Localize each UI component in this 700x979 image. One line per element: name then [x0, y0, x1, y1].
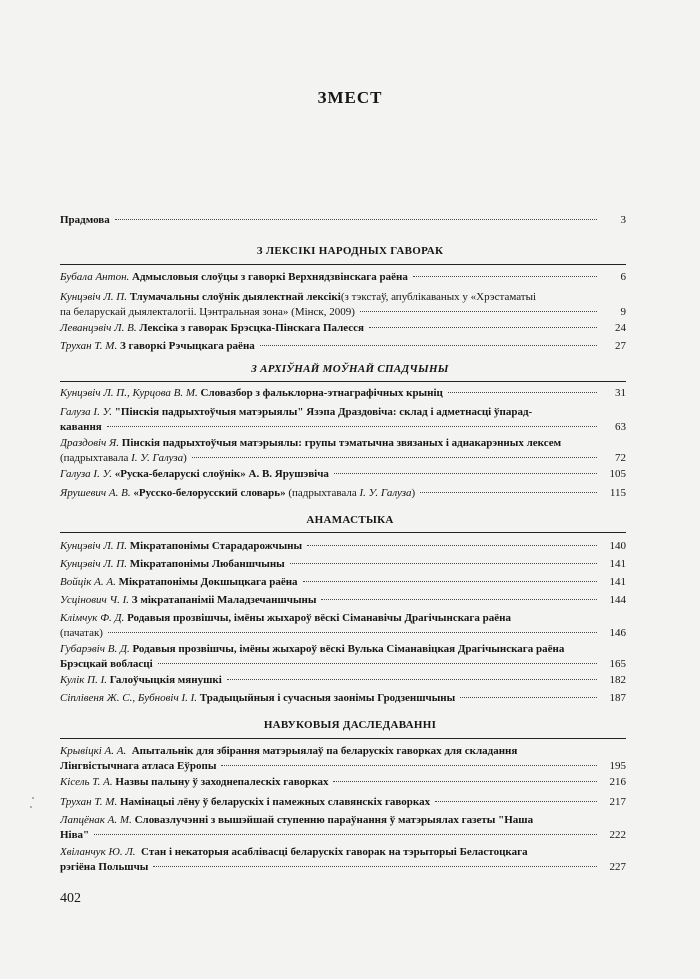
entry-title-cont: кавання	[60, 420, 102, 433]
entry-author: Губарэвіч В. Д.	[60, 643, 130, 655]
entry-page: 216	[609, 776, 626, 788]
leader-dots	[221, 765, 597, 766]
toc-entry	[60, 436, 626, 465]
toc-entry	[60, 339, 626, 354]
page-number: 402	[60, 891, 81, 906]
entry-page: 9	[620, 305, 626, 318]
entry-title: Апытальнік для збірання матэрыялаў па беларускіх гаворках для складання	[131, 745, 518, 757]
entry-title-cont: Ніва"	[60, 828, 90, 841]
entry-page: 141	[609, 558, 626, 570]
entry-page: 63	[615, 420, 626, 433]
entry-page: 227	[609, 860, 626, 873]
entry-author: Леванцэвіч Л. В.	[60, 322, 137, 334]
entry-page: 31	[615, 387, 626, 399]
section-heading-archive: З АРХІЎНАЙ МОЎНАЙ СПАДЧЫНЫ	[251, 363, 449, 375]
entry-note: (пачатак)	[60, 626, 103, 639]
entry-title: З мікратапаніміі Маладзечаншчыны	[131, 594, 317, 606]
entry-author: Кунцэвіч Л. П.	[60, 540, 127, 552]
leader-dots	[333, 781, 597, 782]
entry-note-close: )	[411, 487, 416, 499]
entry-title: Мікратапонімы Любаншчыны	[129, 558, 285, 570]
entry-title: З гаворкі Рэчыцкага раёна	[119, 340, 255, 352]
entry-author: Кунцэвіч Л. П.	[60, 558, 127, 570]
entry-title: Стан і некаторыя асаблівасці беларускіх гаворак на тэрыторыі Беластоцкага	[141, 846, 528, 858]
entry-title-cont: рэгіёна Польшчы	[60, 860, 149, 873]
leader-dots	[360, 311, 597, 312]
leader-dots	[260, 345, 597, 346]
leader-dots	[290, 563, 597, 564]
toc-entry	[60, 386, 626, 401]
entry-author: Трухан Т. М.	[60, 796, 118, 808]
entry-author: Хвіланчук Ю. Л.	[60, 846, 136, 858]
entry-page: 222	[609, 828, 626, 841]
leader-dots	[303, 581, 597, 582]
entry-note: (з тэкстаў, апублікаваных у «Хрэстаматыі	[340, 291, 537, 303]
entry-page: 182	[609, 674, 626, 686]
entry-author: Кулік П. І.	[60, 674, 108, 686]
entry-title: Назвы палыну ў заходнепалескіх гаворках	[115, 776, 329, 788]
entry-author: Клімчук Ф. Д.	[60, 612, 125, 624]
entry-title: Прадмова	[60, 214, 110, 226]
leader-dots	[94, 834, 597, 835]
leader-dots	[334, 473, 597, 474]
entry-page: 195	[609, 759, 626, 772]
entry-title: Адмысловыя слоўцы з гаворкі Верхнядзвінскага раёна	[132, 271, 408, 283]
leader-dots	[227, 679, 597, 680]
leader-dots	[435, 801, 597, 802]
entry-page: 115	[609, 487, 626, 499]
entry-title: Тлумачальны слоўнік дыялектнай лексікі	[129, 291, 341, 303]
entry-page: 141	[609, 576, 626, 588]
entry-title: Мікратапонімы Докшыцкага раёна	[118, 576, 298, 588]
leader-dots	[413, 276, 597, 277]
entry-author: Трухан Т. М.	[60, 340, 118, 352]
toc-entry-preface	[60, 213, 626, 228]
entry-author: Ярушевич А. В.	[60, 487, 131, 499]
entry-author: Усцінович Ч. І.	[60, 594, 130, 606]
entry-page: 6	[620, 271, 626, 283]
section-rule	[60, 264, 626, 265]
toc-entry	[60, 813, 626, 842]
toc-entry	[60, 593, 626, 608]
toc-entry	[60, 270, 626, 285]
toc-entry	[60, 539, 626, 554]
entry-note: па беларускай дыялекталогіі. Цэнтральная зона» (Мінск, 2009)	[60, 305, 355, 318]
leader-dots	[369, 327, 597, 328]
entry-title: Мікратапонімы Старадарожчыны	[129, 540, 303, 552]
entry-author: Лапцёнак А. М.	[60, 814, 132, 826]
entry-author: Сіплівеня Ж. С., Бубновіч І. І.	[60, 692, 198, 704]
section-heading-research: НАВУКОВЫЯ ДАСЛЕДАВАННІ	[263, 719, 437, 731]
toc-entry	[60, 575, 626, 590]
entry-page: 24	[615, 322, 626, 334]
entry-title: «Русско-белорусский словарь»	[133, 487, 286, 499]
entry-title-cont: Лінгвістычнага атласа Еўропы	[60, 759, 217, 772]
scan-speck	[30, 806, 32, 808]
toc-entry	[60, 642, 626, 671]
toc-entry	[60, 744, 626, 773]
toc-entry	[60, 486, 626, 501]
entry-page: 146	[609, 626, 626, 639]
entry-page: 187	[609, 692, 626, 704]
toc-entry	[60, 775, 626, 790]
toc-entry	[60, 691, 626, 706]
entry-author: Крывіцкі А. А.	[60, 745, 127, 757]
entry-title: «Руска-беларускі слоўнік» А. В. Ярушэвіча	[114, 468, 329, 480]
toc-entry	[60, 405, 626, 434]
leader-dots	[307, 545, 597, 546]
entry-page: 72	[615, 451, 626, 464]
entry-page: 165	[609, 657, 626, 670]
scan-speck	[32, 797, 34, 799]
toc-entry	[60, 845, 626, 874]
leader-dots	[460, 697, 597, 698]
toc-entry	[60, 557, 626, 572]
entry-author: Галуза І. У.	[60, 468, 113, 480]
toc-entry	[60, 611, 626, 640]
leader-dots	[108, 632, 597, 633]
toc-entry	[60, 673, 626, 688]
entry-note-close: )	[183, 451, 187, 464]
section-rule	[60, 738, 626, 739]
section-rule	[60, 381, 626, 382]
entry-editor: І. У. Галуза	[131, 451, 184, 464]
entry-title: Пінскія падрыхтоўчыя матэрыялы: групы тэматычна звязаных і аднакарэнных лексем	[121, 437, 562, 449]
entry-editor: І. У. Галуза	[359, 487, 412, 499]
entry-author: Кісель Т. А.	[60, 776, 113, 788]
entry-title: Словазбор з фальклорна-этнаграфічных крыніц	[200, 387, 443, 399]
entry-author: Кунцэвіч Л. П.	[60, 291, 127, 303]
section-rule	[60, 532, 626, 533]
entry-title: Родавыя прозвішчы, імёны жыхароў вёскі Вулька Сіманавіцкая Драгічынскага раёна	[132, 643, 565, 655]
leader-dots	[153, 866, 597, 867]
entry-author: Войцік А. А.	[60, 576, 116, 588]
entry-page: 27	[615, 340, 626, 352]
entry-author: Бубала Антон.	[60, 271, 130, 283]
section-heading-lexis: З ЛЕКСІКІ НАРОДНЫХ ГАВОРАК	[256, 245, 444, 257]
leader-dots	[420, 492, 597, 493]
entry-title: Словазлучэнні з вышэйшай ступенню параўнання ў матэрыялах газеты "Наша	[134, 814, 534, 826]
entry-page: 217	[609, 796, 626, 808]
entry-title-cont: Брэсцкай вобласці	[60, 657, 153, 670]
entry-title: "Пінскія падрыхтоўчыя матэрыялы" Язэпа Драздовіча: склад і адметнасці ўпарад-	[114, 406, 533, 418]
entry-author: Галуза І. У.	[60, 406, 113, 418]
leader-dots	[192, 457, 597, 458]
section-heading-onomastics: АНАМАСТЫКА	[306, 514, 394, 526]
entry-note: (падрыхтавала	[60, 451, 132, 464]
entry-page: 3	[620, 214, 626, 226]
toc-entry	[60, 467, 626, 482]
entry-title: Традыцыйныя і сучасныя заонімы Гродзеншчыны	[199, 692, 456, 704]
entry-note: (падрыхтавала	[285, 487, 360, 499]
leader-dots	[448, 392, 597, 393]
toc-entry	[60, 290, 626, 319]
toc-entry	[60, 321, 626, 336]
entry-title: Намінацыі лёну ў беларускіх і памежных славянскіх гаворках	[119, 796, 431, 808]
leader-dots	[115, 219, 597, 220]
entry-author: Драздовіч Я.	[60, 437, 120, 449]
leader-dots	[158, 663, 597, 664]
entry-title: Родавыя прозвішчы, імёны жыхароў вёскі Сіманавічы Драгічынскага раёна	[127, 612, 511, 624]
leader-dots	[321, 599, 597, 600]
entry-title: Галоўчыцкія мянушкі	[109, 674, 222, 686]
entry-title: Лексіка з гаворак Брэсцка-Пінскага Палесся	[139, 322, 365, 334]
entry-page: 140	[609, 540, 626, 552]
toc-entry	[60, 795, 626, 810]
entry-page: 105	[609, 468, 626, 480]
leader-dots	[107, 426, 597, 427]
entry-author: Кунцэвіч Л. П., Курцова В. М.	[60, 387, 198, 399]
page-title: ЗМЕСТ	[317, 88, 383, 107]
entry-page: 144	[609, 594, 626, 606]
